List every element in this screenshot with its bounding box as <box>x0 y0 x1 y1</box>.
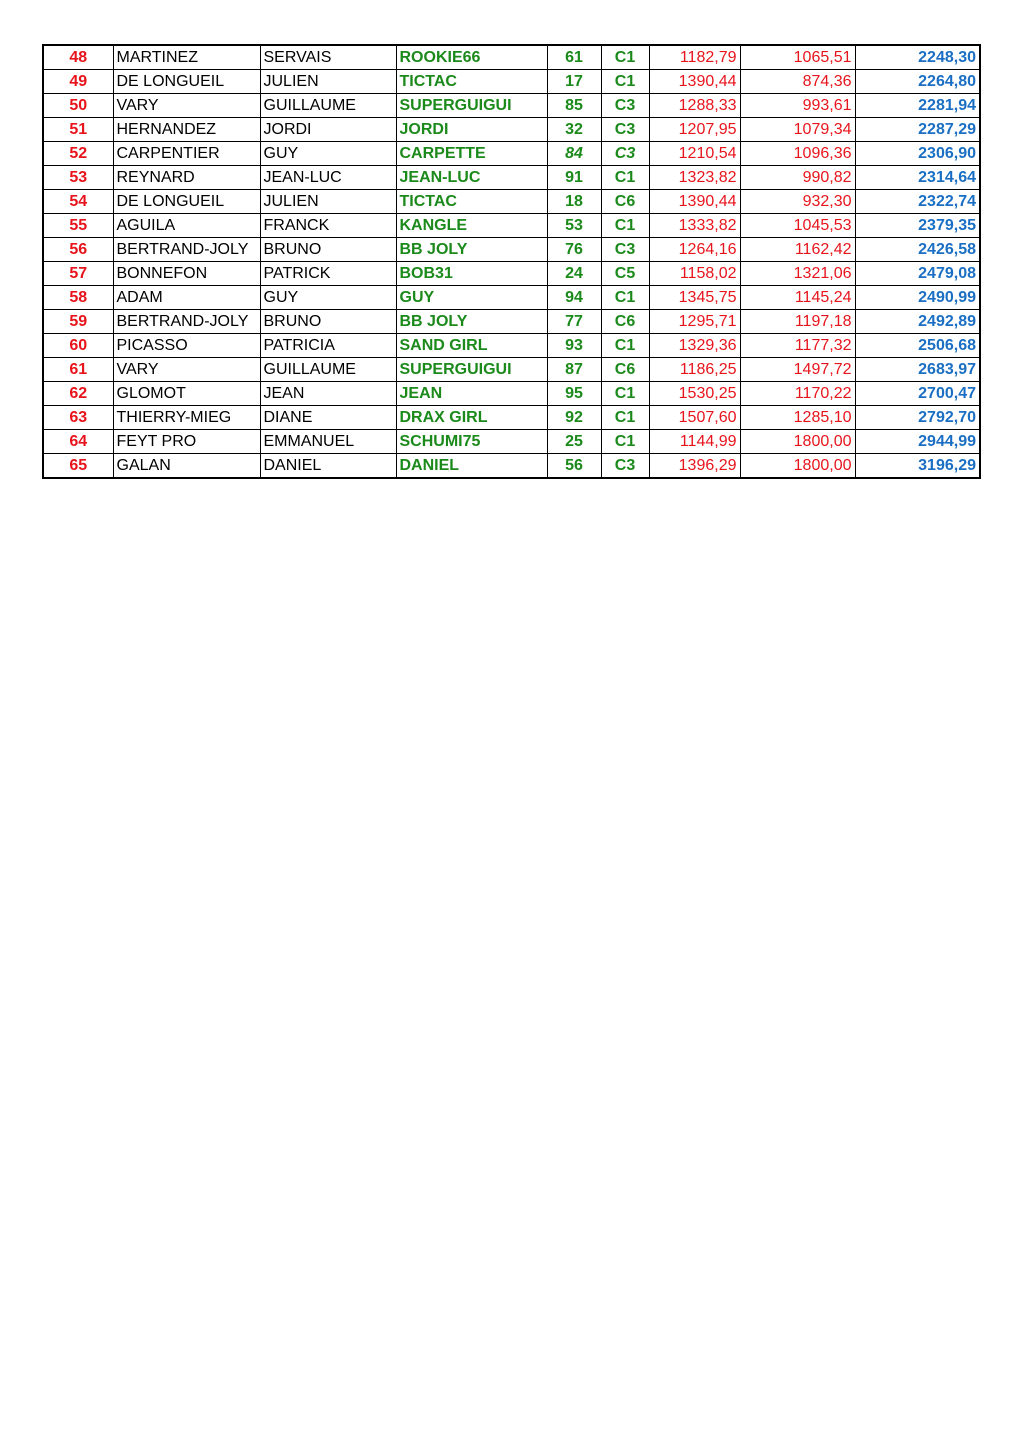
time-1-cell: 1210,54 <box>649 142 740 166</box>
pseudo-cell: JEAN <box>396 382 547 406</box>
total-cell: 2287,29 <box>855 118 980 142</box>
time-2-cell: 1285,10 <box>740 406 855 430</box>
table-row <box>43 358 980 382</box>
last-name-cell: MARTINEZ <box>113 45 260 70</box>
pseudo-cell: BOB31 <box>396 262 547 286</box>
rank-cell: 59 <box>43 310 113 334</box>
category-cell: C1 <box>601 286 649 310</box>
time-1-cell: 1207,95 <box>649 118 740 142</box>
car-number-cell: 56 <box>547 454 601 479</box>
first-name-cell: SERVAIS <box>260 45 396 70</box>
table-row <box>43 142 980 166</box>
first-name-cell: DANIEL <box>260 454 396 479</box>
time-1-cell: 1288,33 <box>649 94 740 118</box>
time-1-cell: 1507,60 <box>649 406 740 430</box>
table-row <box>43 430 980 454</box>
first-name-cell: DIANE <box>260 406 396 430</box>
car-number-cell: 85 <box>547 94 601 118</box>
rank-cell: 53 <box>43 166 113 190</box>
rank-cell: 61 <box>43 358 113 382</box>
time-1-cell: 1186,25 <box>649 358 740 382</box>
car-number-cell: 84 <box>547 142 601 166</box>
table-row <box>43 454 980 479</box>
table-row <box>43 118 980 142</box>
rank-cell: 63 <box>43 406 113 430</box>
time-1-cell: 1345,75 <box>649 286 740 310</box>
pseudo-cell: GUY <box>396 286 547 310</box>
time-2-cell: 1096,36 <box>740 142 855 166</box>
time-2-cell: 993,61 <box>740 94 855 118</box>
total-cell: 2379,35 <box>855 214 980 238</box>
time-2-cell: 874,36 <box>740 70 855 94</box>
table-row <box>43 262 980 286</box>
category-cell: C1 <box>601 334 649 358</box>
last-name-cell: CARPENTIER <box>113 142 260 166</box>
last-name-cell: AGUILA <box>113 214 260 238</box>
table-row <box>43 70 980 94</box>
pseudo-cell: SUPERGUIGUI <box>396 358 547 382</box>
rank-cell: 58 <box>43 286 113 310</box>
last-name-cell: VARY <box>113 358 260 382</box>
last-name-cell: ADAM <box>113 286 260 310</box>
time-2-cell: 990,82 <box>740 166 855 190</box>
first-name-cell: BRUNO <box>260 310 396 334</box>
category-cell: C6 <box>601 310 649 334</box>
first-name-cell: GUILLAUME <box>260 94 396 118</box>
first-name-cell: JEAN <box>260 382 396 406</box>
time-2-cell: 1197,18 <box>740 310 855 334</box>
rank-cell: 64 <box>43 430 113 454</box>
total-cell: 2479,08 <box>855 262 980 286</box>
table-row <box>43 45 980 70</box>
time-1-cell: 1333,82 <box>649 214 740 238</box>
last-name-cell: GLOMOT <box>113 382 260 406</box>
time-1-cell: 1329,36 <box>649 334 740 358</box>
pseudo-cell: JORDI <box>396 118 547 142</box>
category-cell: C1 <box>601 382 649 406</box>
table-row <box>43 238 980 262</box>
category-cell: C3 <box>601 238 649 262</box>
total-cell: 2700,47 <box>855 382 980 406</box>
first-name-cell: PATRICIA <box>260 334 396 358</box>
time-1-cell: 1396,29 <box>649 454 740 479</box>
rank-cell: 48 <box>43 45 113 70</box>
rank-cell: 50 <box>43 94 113 118</box>
car-number-cell: 87 <box>547 358 601 382</box>
rank-cell: 51 <box>43 118 113 142</box>
pseudo-cell: TICTAC <box>396 190 547 214</box>
total-cell: 2792,70 <box>855 406 980 430</box>
car-number-cell: 94 <box>547 286 601 310</box>
total-cell: 2683,97 <box>855 358 980 382</box>
rank-cell: 49 <box>43 70 113 94</box>
pseudo-cell: JEAN-LUC <box>396 166 547 190</box>
total-cell: 2281,94 <box>855 94 980 118</box>
time-2-cell: 1800,00 <box>740 454 855 479</box>
last-name-cell: DE LONGUEIL <box>113 190 260 214</box>
time-2-cell: 1177,32 <box>740 334 855 358</box>
results-table <box>42 44 981 479</box>
time-1-cell: 1390,44 <box>649 190 740 214</box>
total-cell: 2426,58 <box>855 238 980 262</box>
last-name-cell: REYNARD <box>113 166 260 190</box>
last-name-cell: BERTRAND-JOLY <box>113 238 260 262</box>
total-cell: 2314,64 <box>855 166 980 190</box>
last-name-cell: PICASSO <box>113 334 260 358</box>
time-2-cell: 1162,42 <box>740 238 855 262</box>
time-1-cell: 1323,82 <box>649 166 740 190</box>
time-2-cell: 1065,51 <box>740 45 855 70</box>
time-1-cell: 1295,71 <box>649 310 740 334</box>
total-cell: 2492,89 <box>855 310 980 334</box>
first-name-cell: JEAN-LUC <box>260 166 396 190</box>
category-cell: C1 <box>601 166 649 190</box>
first-name-cell: JULIEN <box>260 70 396 94</box>
first-name-cell: JORDI <box>260 118 396 142</box>
table-row <box>43 190 980 214</box>
pseudo-cell: SUPERGUIGUI <box>396 94 547 118</box>
pseudo-cell: KANGLE <box>396 214 547 238</box>
category-cell: C3 <box>601 454 649 479</box>
rank-cell: 55 <box>43 214 113 238</box>
pseudo-cell: BB JOLY <box>396 310 547 334</box>
category-cell: C1 <box>601 214 649 238</box>
first-name-cell: PATRICK <box>260 262 396 286</box>
rank-cell: 56 <box>43 238 113 262</box>
table-row <box>43 166 980 190</box>
first-name-cell: GUY <box>260 142 396 166</box>
results-body <box>43 45 980 478</box>
category-cell: C6 <box>601 358 649 382</box>
category-cell: C5 <box>601 262 649 286</box>
car-number-cell: 92 <box>547 406 601 430</box>
last-name-cell: THIERRY-MIEG <box>113 406 260 430</box>
total-cell: 2264,80 <box>855 70 980 94</box>
category-cell: C1 <box>601 45 649 70</box>
category-cell: C1 <box>601 430 649 454</box>
time-2-cell: 932,30 <box>740 190 855 214</box>
category-cell: C3 <box>601 118 649 142</box>
pseudo-cell: ROOKIE66 <box>396 45 547 70</box>
pseudo-cell: DRAX GIRL <box>396 406 547 430</box>
last-name-cell: GALAN <box>113 454 260 479</box>
car-number-cell: 32 <box>547 118 601 142</box>
category-cell: C3 <box>601 94 649 118</box>
time-2-cell: 1800,00 <box>740 430 855 454</box>
first-name-cell: BRUNO <box>260 238 396 262</box>
car-number-cell: 18 <box>547 190 601 214</box>
time-2-cell: 1170,22 <box>740 382 855 406</box>
pseudo-cell: CARPETTE <box>396 142 547 166</box>
time-1-cell: 1264,16 <box>649 238 740 262</box>
total-cell: 3196,29 <box>855 454 980 479</box>
pseudo-cell: TICTAC <box>396 70 547 94</box>
time-1-cell: 1182,79 <box>649 45 740 70</box>
time-1-cell: 1390,44 <box>649 70 740 94</box>
rank-cell: 62 <box>43 382 113 406</box>
time-2-cell: 1497,72 <box>740 358 855 382</box>
table-row <box>43 94 980 118</box>
pseudo-cell: DANIEL <box>396 454 547 479</box>
pseudo-cell: SAND GIRL <box>396 334 547 358</box>
total-cell: 2490,99 <box>855 286 980 310</box>
category-cell: C6 <box>601 190 649 214</box>
total-cell: 2506,68 <box>855 334 980 358</box>
last-name-cell: FEYT PRO <box>113 430 260 454</box>
last-name-cell: HERNANDEZ <box>113 118 260 142</box>
car-number-cell: 53 <box>547 214 601 238</box>
category-cell: C3 <box>601 142 649 166</box>
car-number-cell: 91 <box>547 166 601 190</box>
table-row <box>43 334 980 358</box>
time-2-cell: 1145,24 <box>740 286 855 310</box>
car-number-cell: 76 <box>547 238 601 262</box>
time-2-cell: 1079,34 <box>740 118 855 142</box>
first-name-cell: FRANCK <box>260 214 396 238</box>
first-name-cell: EMMANUEL <box>260 430 396 454</box>
time-1-cell: 1530,25 <box>649 382 740 406</box>
car-number-cell: 24 <box>547 262 601 286</box>
last-name-cell: DE LONGUEIL <box>113 70 260 94</box>
rank-cell: 65 <box>43 454 113 479</box>
table-row <box>43 214 980 238</box>
rank-cell: 60 <box>43 334 113 358</box>
car-number-cell: 17 <box>547 70 601 94</box>
category-cell: C1 <box>601 406 649 430</box>
first-name-cell: GUY <box>260 286 396 310</box>
last-name-cell: BERTRAND-JOLY <box>113 310 260 334</box>
total-cell: 2322,74 <box>855 190 980 214</box>
rank-cell: 54 <box>43 190 113 214</box>
total-cell: 2248,30 <box>855 45 980 70</box>
rank-cell: 57 <box>43 262 113 286</box>
last-name-cell: VARY <box>113 94 260 118</box>
pseudo-cell: SCHUMI75 <box>396 430 547 454</box>
time-2-cell: 1321,06 <box>740 262 855 286</box>
car-number-cell: 61 <box>547 45 601 70</box>
car-number-cell: 25 <box>547 430 601 454</box>
time-2-cell: 1045,53 <box>740 214 855 238</box>
time-1-cell: 1158,02 <box>649 262 740 286</box>
pseudo-cell: BB JOLY <box>396 238 547 262</box>
first-name-cell: GUILLAUME <box>260 358 396 382</box>
table-row <box>43 406 980 430</box>
table-row <box>43 382 980 406</box>
car-number-cell: 95 <box>547 382 601 406</box>
rank-cell: 52 <box>43 142 113 166</box>
car-number-cell: 77 <box>547 310 601 334</box>
category-cell: C1 <box>601 70 649 94</box>
total-cell: 2306,90 <box>855 142 980 166</box>
first-name-cell: JULIEN <box>260 190 396 214</box>
table-row <box>43 310 980 334</box>
car-number-cell: 93 <box>547 334 601 358</box>
last-name-cell: BONNEFON <box>113 262 260 286</box>
total-cell: 2944,99 <box>855 430 980 454</box>
table-row <box>43 286 980 310</box>
time-1-cell: 1144,99 <box>649 430 740 454</box>
